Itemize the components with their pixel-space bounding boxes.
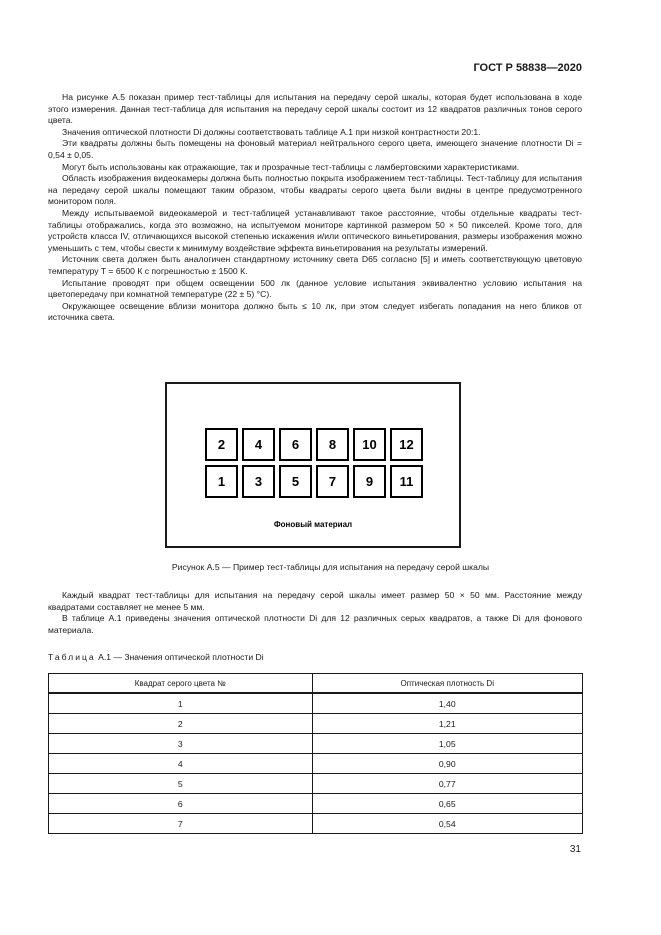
page-number: 31 [569,844,581,855]
table-caption: А.1 — Значения оптической плотности Di [98,652,264,662]
table-row [49,754,583,774]
gray-square: 10 [353,428,386,461]
table-row [49,794,583,814]
body-text [48,92,582,324]
gray-square: 8 [316,428,349,461]
background-material-label: Фоновый материал [273,520,353,529]
table-title [48,652,264,662]
table-cell: 7 [49,814,313,834]
paragraph: В таблице А.1 приведены значения оптической плотности Di для 12 различных серых квадратов, а также Di для фонового материала. [48,613,582,635]
document-code: ГОСТ Р 58838—2020 [473,62,582,74]
gray-squares-grid [205,428,423,498]
figure-caption: Рисунок А.5 — Пример тест-таблицы для испытания на передачу серой шкалы [171,562,490,572]
paragraph: Каждый квадрат тест-таблицы для испытания на передачу серой шкалы имеет размер 50 × 50 мм. Расстояние между квадратами составляет не менее 5 мм. [48,590,582,612]
gray-scale-test-chart [165,382,461,548]
paragraph: На рисунке А.5 показан пример тест-таблицы для испытания на передачу серой шкалы, которая будет использована в ходе этого измерения. Данная тест-таблица для испытания на передачу серой шкалы состоит из 12 квадратов различных тонов серого цвета. [48,92,582,126]
paragraph: Испытание проводят при общем освещении 500 лк (данное условие испытания эквивалентно условию испытания на цветопередачу при комнатной температуре (22 ± 5) °С). [48,277,582,300]
paragraph: Окружающее освещение вблизи монитора должно быть ≤ 10 лк, при этом следует избегать попадания на него бликов от источника света. [48,300,582,323]
table-cell: 5 [49,774,313,794]
paragraph: Могут быть использованы как отражающие, так и прозрачные тест-таблицы с ламбертовскими характеристиками. [62,161,520,172]
table-cell: 6 [49,794,313,814]
table-cell: 2 [49,714,313,734]
gray-square: 5 [279,465,312,498]
table-cell: 0,90 [312,754,583,774]
body-text-after-figure [48,590,582,636]
gray-square: 11 [390,465,423,498]
paragraph: Область изображения видеокамеры должна быть полностью покрыта изображением тест-таблицы. Тест-таблицу для испытания на передачу серой шкалы помещают таким образом, чтобы квадраты серого цвета были видны в центре предусмотренного монитором поля. [48,173,582,207]
gray-square: 9 [353,465,386,498]
optical-density-table [48,673,583,834]
table-cell: 0,77 [312,774,583,794]
gray-square: 2 [205,428,238,461]
table-row [49,734,583,754]
table-row [49,774,583,794]
gray-square: 3 [242,465,275,498]
table-cell: 1,21 [312,714,583,734]
paragraph: Эти квадраты должны быть помещены на фоновый материал нейтрального серого цвета, имеющего значение плотности Di = 0,54 ± 0,05. [48,138,582,160]
column-header: Оптическая плотность Di [312,674,583,694]
gray-square: 7 [316,465,349,498]
paragraph: Значения оптической плотности Di должны соответствовать таблице А.1 при низкой контрастности 20:1. [62,126,481,137]
table-cell: 4 [49,754,313,774]
gray-square: 12 [390,428,423,461]
table-cell: 1,05 [312,734,583,754]
table-cell: 3 [49,734,313,754]
paragraph: Источник света должен быть аналогичен стандартному источнику света D65 согласно [5] и иметь соответствующую цветовую температуру T = 6500 К с погрешностью ± 1500 К. [48,254,582,276]
table-cell: 0,65 [312,794,583,814]
gray-square: 6 [279,428,312,461]
table-cell: 1,40 [312,693,583,714]
table-label: Таблица [48,652,96,662]
table-row [49,814,583,834]
table-row [49,693,583,714]
table-row [49,714,583,734]
gray-square: 4 [242,428,275,461]
paragraph: Между испытываемой видеокамерой и тест-таблицей устанавливают такое расстояние, чтобы отдельные квадраты тест-таблицы отображались, когда это возможно, на испытуемом мониторе картинкой размером 50 × 50 пикселей. Кроме того, для устройств класса IV, отличающихся высокой степенью искажения и/или оптического виньетирования, размеры изображения можно уменьшить с тем, чтобы свести к минимуму воздействие эффекта виньетирования на результаты измерений. [48,207,582,253]
table-cell: 0,54 [312,814,583,834]
gray-square: 1 [205,465,238,498]
table-cell: 1 [49,693,313,714]
column-header: Квадрат серого цвета № [49,674,313,694]
